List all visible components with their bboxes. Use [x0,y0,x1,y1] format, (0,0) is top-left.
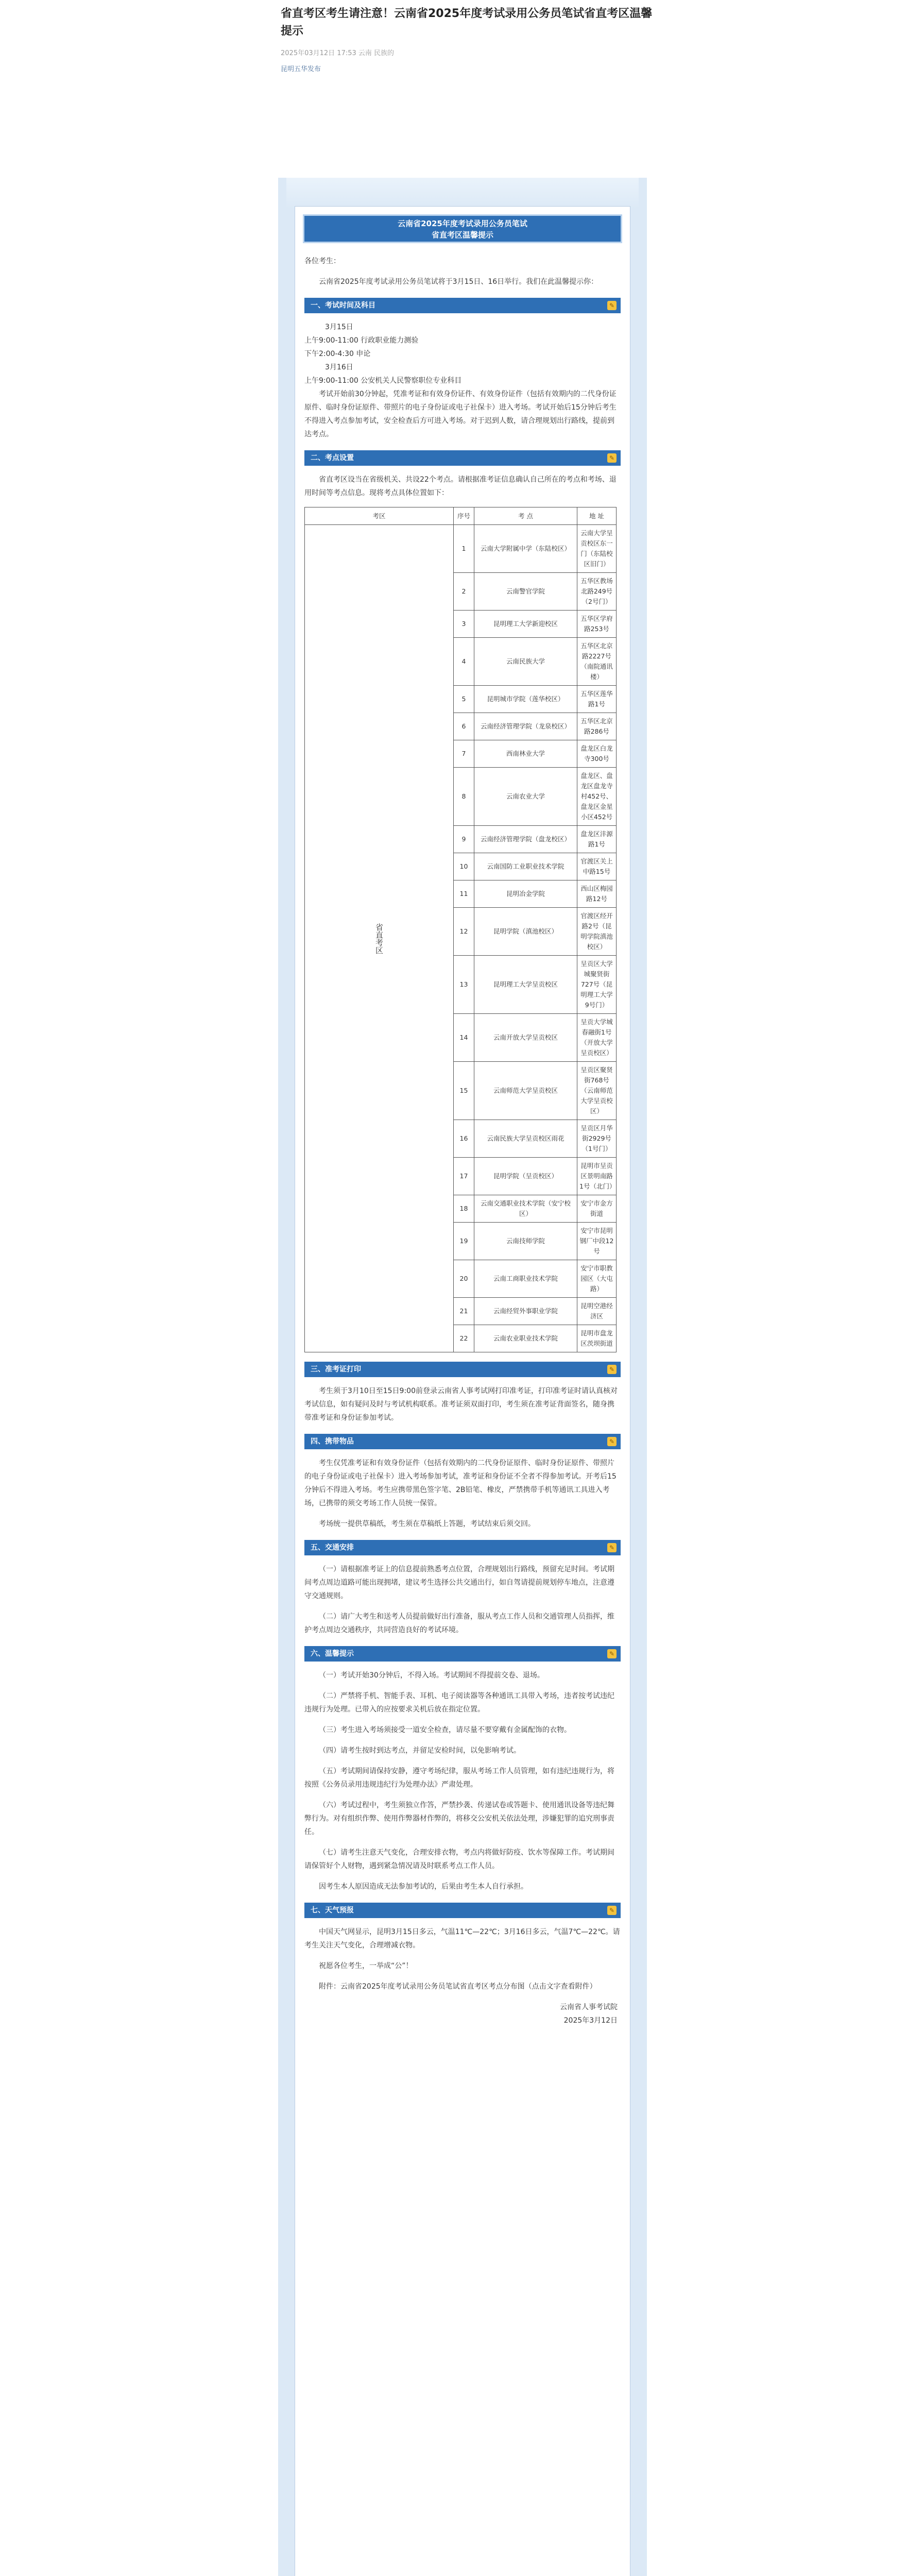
address-cell: 盘龙区白龙寺300号 [577,740,617,768]
venue-cell: 云南大学附属中学（东陆校区） [474,525,577,573]
signature-org: 云南省人事考试院 [560,2003,618,2011]
notice-body [295,243,630,2027]
col-header-venue: 考 点 [474,507,577,525]
no-cell: 2 [454,573,474,611]
tip-3: （三）考生进入考场须接受一道安全检查，请尽量不要穿戴有金属配饰的衣物。 [319,1726,571,1734]
venue-cell: 云南开放大学呈贡校区 [474,1014,577,1062]
signature-date: 2025年3月12日 [563,2016,618,2025]
tip-7: （七）请考生注意天气变化，合理安排衣物，考点内将做好防疫、饮水等保障工作。考试期间请保管好个人财物，遇到紧急情况请及时联系考点工作人员。 [304,1849,614,1870]
venue-cell: 云南交通职业技术学院（安宁校区） [474,1195,577,1223]
address-cell: 安宁市昆明钢厂中段12号 [577,1223,617,1260]
venue-cell: 云南经济管理学院（盘龙校区） [474,826,577,853]
address-cell: 五华区教场北路249号（2号门） [577,573,617,611]
no-cell: 10 [454,853,474,880]
article-title: 省直考区考生请注意！云南省2025年度考试录用公务员笔试省直考区温馨提示 [281,7,653,38]
no-cell: 4 [454,638,474,686]
no-cell: 8 [454,768,474,826]
venue-cell: 云南技师学院 [474,1223,577,1260]
pencil-icon: ✎ [607,453,617,463]
address-cell: 云南大学呈贡校区东一门（东陆校区旧门） [577,525,617,573]
exam-slot-1b: 下午2:00-4:30 申论 [304,350,371,358]
no-cell: 21 [454,1298,474,1325]
tip-2: （二）严禁将手机、智能手表、耳机、电子阅读器等各种通讯工具带入考场，违者按考试违纪违规行为处理。已带入的应按要求关机后放在指定位置。 [304,1692,614,1714]
venue-cell: 云南民族大学 [474,638,577,686]
address-cell: 官渡区关上中路15号 [577,853,617,880]
address-cell: 西山区梅园路12号 [577,880,617,908]
venue-cell: 云南农业职业技术学院 [474,1325,577,1352]
tip-1: （一）考试开始30分钟后，不得入场。考试期间不得提前交卷、退场。 [319,1671,544,1680]
venue-cell: 昆明理工大学新迎校区 [474,611,577,638]
attachment-link[interactable]: 附件：云南省2025年度考试录用公务员笔试省直考区考点分布图（点击文字查看附件） [319,1982,597,1991]
no-cell: 22 [454,1325,474,1352]
address-cell: 盘龙区、盘龙区盘龙寺村452号、盘龙区金星小区452号 [577,768,617,826]
no-cell: 17 [454,1158,474,1195]
no-cell: 6 [454,713,474,740]
pencil-icon: ✎ [607,301,617,310]
traffic-paragraph-1: （一）请根据准考证上的信息提前熟悉考点位置，合理规划出行路线，预留充足时间。考试期间考点周边道路可能出现拥堵，建议考生选择公共交通出行，如自驾请提前规划停车地点，注意遵守交通规则。 [304,1565,614,1600]
tip-5: （五）考试期间请保持安静，遵守考场纪律，服从考场工作人员管理，如有违纪违规行为，将按照《公务员录用违规违纪行为处理办法》严肃处理。 [304,1767,614,1789]
notice-title-bar [303,214,622,243]
section-heading-6: 六、温馨提示 ✎ [304,1646,621,1662]
venue-paragraph: 省直考区设当在省级机关、共设22个考点。请根据准考证信息确认自己所在的考点和考场、退用时间等考点信息。现将考点具体位置如下： [304,476,617,497]
no-cell: 3 [454,611,474,638]
no-cell: 15 [454,1062,474,1120]
venue-cell: 云南经济管理学院（龙泉校区） [474,713,577,740]
address-cell: 五华区莲华路1号 [577,686,617,713]
exam-slot-2a: 上午9:00-11:00 公安机关人民警察职位专业科目 [304,377,462,385]
pencil-icon: ✎ [607,1365,617,1374]
address-cell: 呈贡区大学城聚贤街727号（昆明理工大学9号门） [577,956,617,1014]
ticket-paragraph: 考生须于3月10日至15日9:00前登录云南省人事考试网打印准考证，打印准考证时请认真核对考试信息，如有疑问及时与考试机构联系。准考证须双面打印，考生须在准考证背面签名，随身携带准考证和身份证参加考试。 [304,1387,618,1422]
exam-date-2: 3月16日 [325,363,353,371]
address-cell: 呈贡区聚贤街768号（云南师范大学呈贡校区） [577,1062,617,1120]
address-cell: 安宁市金方街道 [577,1195,617,1223]
no-cell: 20 [454,1260,474,1298]
venue-cell: 昆明冶金学院 [474,880,577,908]
notice-card [295,206,630,2576]
table-row [305,525,617,573]
address-cell: 五华区北京路286号 [577,713,617,740]
greeting: 各位考生： [304,257,340,265]
no-cell: 13 [454,956,474,1014]
venue-cell: 昆明学院（呈贡校区） [474,1158,577,1195]
venue-cell: 昆明学院（滇池校区） [474,908,577,956]
tip-4: （四）请考生按时到达考点，并留足安检时间，以免影响考试。 [319,1747,521,1755]
address-cell: 五华区北京路2227号（南院通讯楼） [577,638,617,686]
exam-time-paragraph: 考试开始前30分钟起，凭准考证和有效身份证件、有效身份证件（包括有效期内的二代身份证原件、临时身份证原件、带照片的电子身份证或电子社保卡）进入考场。考试开始后15分钟后考生不得进入考点参加考试，安全检查后方可进入考场。对于迟到人数，请合理规划出行路线，提前到达考点。 [304,390,617,438]
venue-cell: 云南警官学院 [474,573,577,611]
tip-8: 因考生本人原因造成无法参加考试的，后果由考生本人自行承担。 [319,1883,528,1891]
no-cell: 5 [454,686,474,713]
pencil-icon: ✎ [607,1906,617,1915]
no-cell: 16 [454,1120,474,1158]
traffic-paragraph-2: （二）请广大考生和送考人员提前做好出行准备，服从考点工作人员和交通管理人员指挥，维护考点周边交通秩序，共同营造良好的考试环境。 [304,1613,614,1634]
section-heading-5: 五、交通安排 ✎ [304,1540,621,1555]
area-cell: 省直考区 [305,525,454,1352]
venue-cell: 云南工商职业技术学院 [474,1260,577,1298]
exam-slot-1a: 上午9:00-11:00 行政职业能力测验 [304,336,419,345]
col-header-address: 地 址 [577,507,617,525]
article-meta: 2025年03月12日 17:53 云南 民族的 [281,49,395,57]
address-cell: 安宁市职教园区（大屯路） [577,1260,617,1298]
no-cell: 9 [454,826,474,853]
pencil-icon: ✎ [607,1437,617,1446]
section-heading-4: 四、携带物品 ✎ [304,1434,621,1449]
address-cell: 昆明空港经济区 [577,1298,617,1325]
no-cell: 1 [454,525,474,573]
address-cell: 呈贡大学城春融街1号（开放大学呈贡校区） [577,1014,617,1062]
exam-date-1: 3月15日 [325,323,353,331]
items-paragraph-2: 考场统一提供草稿纸，考生须在草稿纸上答题，考试结束后须交回。 [319,1520,535,1528]
address-cell: 官渡区经开路2号（昆明学院滇池校区） [577,908,617,956]
no-cell: 19 [454,1223,474,1260]
no-cell: 18 [454,1195,474,1223]
pencil-icon: ✎ [607,1649,617,1658]
weather-paragraph: 中国天气网显示，昆明3月15日多云，气温11℃—22℃；3月16日多云，气温7℃—22℃。请考生关注天气变化，合理增减衣物。 [304,1928,620,1950]
no-cell: 14 [454,1014,474,1062]
venue-cell: 西南林业大学 [474,740,577,768]
venue-cell: 云南经贸外事职业学院 [474,1298,577,1325]
article-header [281,5,662,73]
venue-table [304,507,617,1352]
address-cell: 五华区学府路253号 [577,611,617,638]
venue-cell: 昆明理工大学呈贡校区 [474,956,577,1014]
address-cell: 盘龙区沣源路1号 [577,826,617,853]
tip-6: （六）考试过程中，考生须独立作答，严禁抄袭、传递试卷或答题卡、使用通讯设备等违纪舞弊行为。对有组织作弊、使用作弊器材作弊的，将移交公安机关依法处理，涉嫌犯罪的追究刑事责任。 [304,1801,614,1836]
address-cell: 呈贡区月华街2929号（1号门） [577,1120,617,1158]
pencil-icon: ✎ [607,1543,617,1552]
notice-title-line2: 省直考区温馨提示 [431,230,493,240]
col-header-no: 序号 [454,507,474,525]
venue-cell: 云南师范大学呈贡校区 [474,1062,577,1120]
address-cell: 昆明市盘龙区茨坝街道 [577,1325,617,1352]
intro-paragraph: 云南省2025年度考试录用公务员笔试将于3月15日、16日举行。我们在此温馨提示你： [319,278,598,286]
notice-title-line1: 云南省2025年度考试录用公务员笔试 [398,219,527,228]
venue-cell: 云南农业大学 [474,768,577,826]
section-heading-3: 三、准考证打印 ✎ [304,1362,621,1377]
section-heading-2: 二、考点设置 ✎ [304,450,621,466]
venue-cell: 云南民族大学呈贡校区雨花 [474,1120,577,1158]
venue-cell: 昆明城市学院（莲华校区） [474,686,577,713]
section-heading-7: 七、天气预报 ✎ [304,1903,621,1918]
account-link[interactable]: 昆明五华发布 [281,65,321,73]
blessing: 祝愿各位考生，一举成“公”！ [319,1962,413,1970]
no-cell: 12 [454,908,474,956]
banner-top [286,178,639,209]
no-cell: 7 [454,740,474,768]
section-heading-1: 一、考试时间及科目 ✎ [304,298,621,313]
venue-cell: 云南国防工业职业技术学院 [474,853,577,880]
col-header-area: 考区 [305,507,454,525]
items-paragraph-1: 考生仅凭准考证和有效身份证件（包括有效期内的二代身份证原件、临时身份证原件、带照片的电子身份证或电子社保卡）进入考场参加考试，准考证和身份证不全者不得参加考试。开考后15分钟后不得进入考场。考生应携带黑色签字笔、2B铅笔、橡皮，严禁携带手机等通讯工具进入考场，已携带的须交考场工作人员统一保管。 [304,1459,617,1507]
no-cell: 11 [454,880,474,908]
address-cell: 昆明市呈贡区景明南路1号（北门） [577,1158,617,1195]
